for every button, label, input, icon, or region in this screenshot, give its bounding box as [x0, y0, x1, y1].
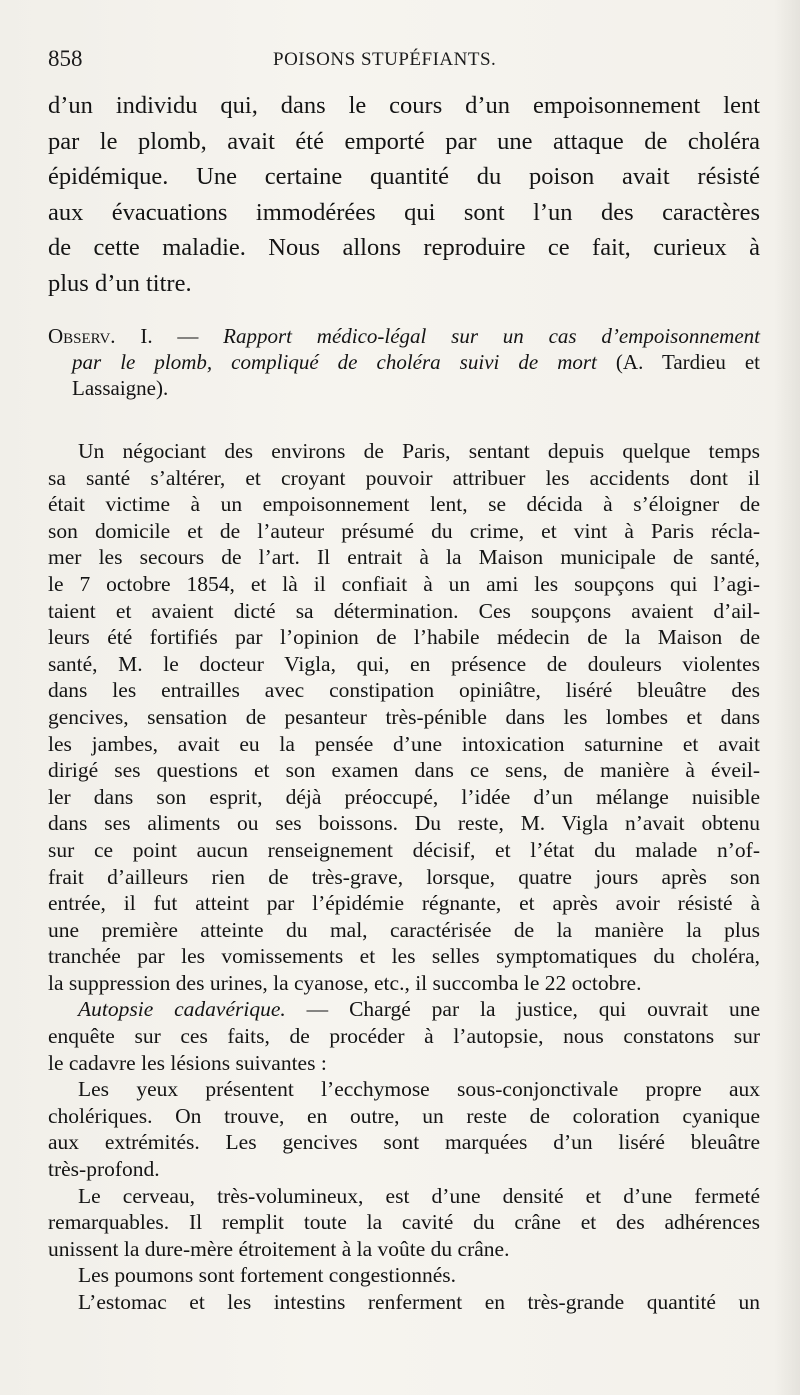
text-line: leurs été fortifiés par l’opinion de l’habile médecin de la Maison de [48, 625, 760, 650]
text-line: par le plomb, avait été emporté par une attaque de choléra [48, 127, 760, 155]
text-line: une première atteinte du mal, caractérisée de la manière la plus [48, 917, 760, 942]
text-line: d’un individu qui, dans le cours d’un empoisonnement lent [48, 92, 760, 119]
text-line: tranchée par les vomissements et les selles symptomatiques du choléra, [48, 944, 760, 969]
text-line: son domicile et de l’auteur présumé du crime, et vint à Paris récla- [48, 518, 760, 543]
running-title: POISONS STUPÉFIANTS. [273, 49, 497, 70]
text-line: unissent la dure-mère étroitement à la voûte du crâne. [48, 1236, 510, 1261]
text-line: plus d’un titre. [48, 269, 192, 297]
text-line: dirigé ses questions et son examen dans ce sens, de manière à éveil- [48, 758, 760, 783]
text-line: épidémique. Une certaine quantité du poison avait résisté [48, 163, 760, 190]
text-line: dans ses aliments ou ses boissons. Du reste, M. Vigla n’avait obtenu [48, 811, 760, 836]
text-line: les jambes, avait eu la pensée d’une intoxication saturnine et avait [48, 731, 760, 756]
text-line: remarquables. Il remplit toute la cavité du crâne et des adhérences [48, 1210, 760, 1235]
observation-dash: — [152, 324, 224, 348]
text-line: le 7 octobre 1854, et là il confiait à un ami les soupçons qui l’agi- [48, 571, 760, 596]
text-line: très-profond. [48, 1157, 160, 1182]
text-line: sa santé s’altérer, et croyant pouvoir attribuer les accidents dont il [48, 465, 760, 490]
text-line: aux évacuations immodérées qui sont l’un des caractères [48, 198, 760, 226]
text-line: de cette maladie. Nous allons reproduire ce fait, curieux à [48, 234, 760, 261]
text-line: santé, M. le docteur Vigla, qui, en présence de douleurs violentes [48, 651, 760, 676]
text-line: dans les entrailles avec constipation opiniâtre, liséré bleuâtre des [48, 678, 760, 703]
case-narrative [48, 438, 760, 1316]
autopsy-heading: Autopsie cadavérique. [78, 997, 286, 1022]
text-line: Les poumons sont fortement congestionnés. [78, 1263, 456, 1288]
observation-title: Rapport médico-légal sur un cas d’empoisonnement [223, 324, 760, 348]
text-line [48, 349, 760, 375]
observation-title-cont: par le plomb, compliqué de choléra suivi de mort [72, 350, 597, 374]
running-head [48, 46, 758, 76]
observation-label: Observ. I. [48, 324, 153, 348]
text-line: le cadavre les lésions suivantes : [48, 1050, 327, 1075]
autopsy-line [48, 996, 760, 1023]
intro-paragraph [48, 88, 760, 301]
text-line: Les yeux présentent l’ecchymose sous-conjonctivale propre aux [78, 1077, 760, 1102]
text-line: Un négociant des environs de Paris, sentant depuis quelque temps [78, 439, 760, 463]
text-line: Le cerveau, très-volumineux, est d’une densité et d’une fermeté [78, 1183, 760, 1208]
text-line: L’estomac et les intestins renferment en très-grande quantité un [78, 1290, 760, 1314]
page-number: 858 [48, 46, 83, 71]
text-line: mer les secours de l’art. Il entrait à la Maison municipale de santé, [48, 545, 760, 570]
text-line: enquête sur ces faits, de procéder à l’autopsie, nous constatons sur [48, 1024, 760, 1049]
text-line: taient et avaient dicté sa détermination. Ces soupçons avaient d’ail- [48, 598, 760, 623]
observation-heading [48, 323, 760, 401]
text-line: ler dans son esprit, déjà préoccupé, l’idée d’un mélange nuisible [48, 784, 760, 809]
text-line: sur ce point aucun renseignement décisif, et l’état du malade n’of- [48, 837, 760, 862]
text-line: aux extrémités. Les gencives sont marquées d’un liséré bleuâtre [48, 1130, 760, 1155]
autopsy-text: — Chargé par la justice, qui ouvrait une [285, 997, 760, 1022]
text-line [48, 323, 760, 349]
text-line: entrée, il fut atteint par l’épidémie régnante, et après avoir résisté à [48, 891, 760, 916]
text-line: gencives, sensation de pesanteur très-pénible dans les lombes et dans [48, 704, 760, 729]
text-line: la suppression des urines, la cyanose, etc., il succomba le 22 octobre. [48, 970, 642, 995]
observation-attribution: (A. Tardieu et [596, 350, 761, 374]
text-line: Lassaigne). [72, 376, 169, 400]
text-line: frait d’ailleurs rien de très-grave, lorsque, quatre jours après son [48, 864, 760, 889]
text-line: cholériques. On trouve, en outre, un reste de coloration cyanique [48, 1103, 760, 1128]
text-line: était victime à un empoisonnement lent, se décida à s’éloigner de [48, 492, 760, 517]
page-edge-shadow [774, 0, 800, 1395]
